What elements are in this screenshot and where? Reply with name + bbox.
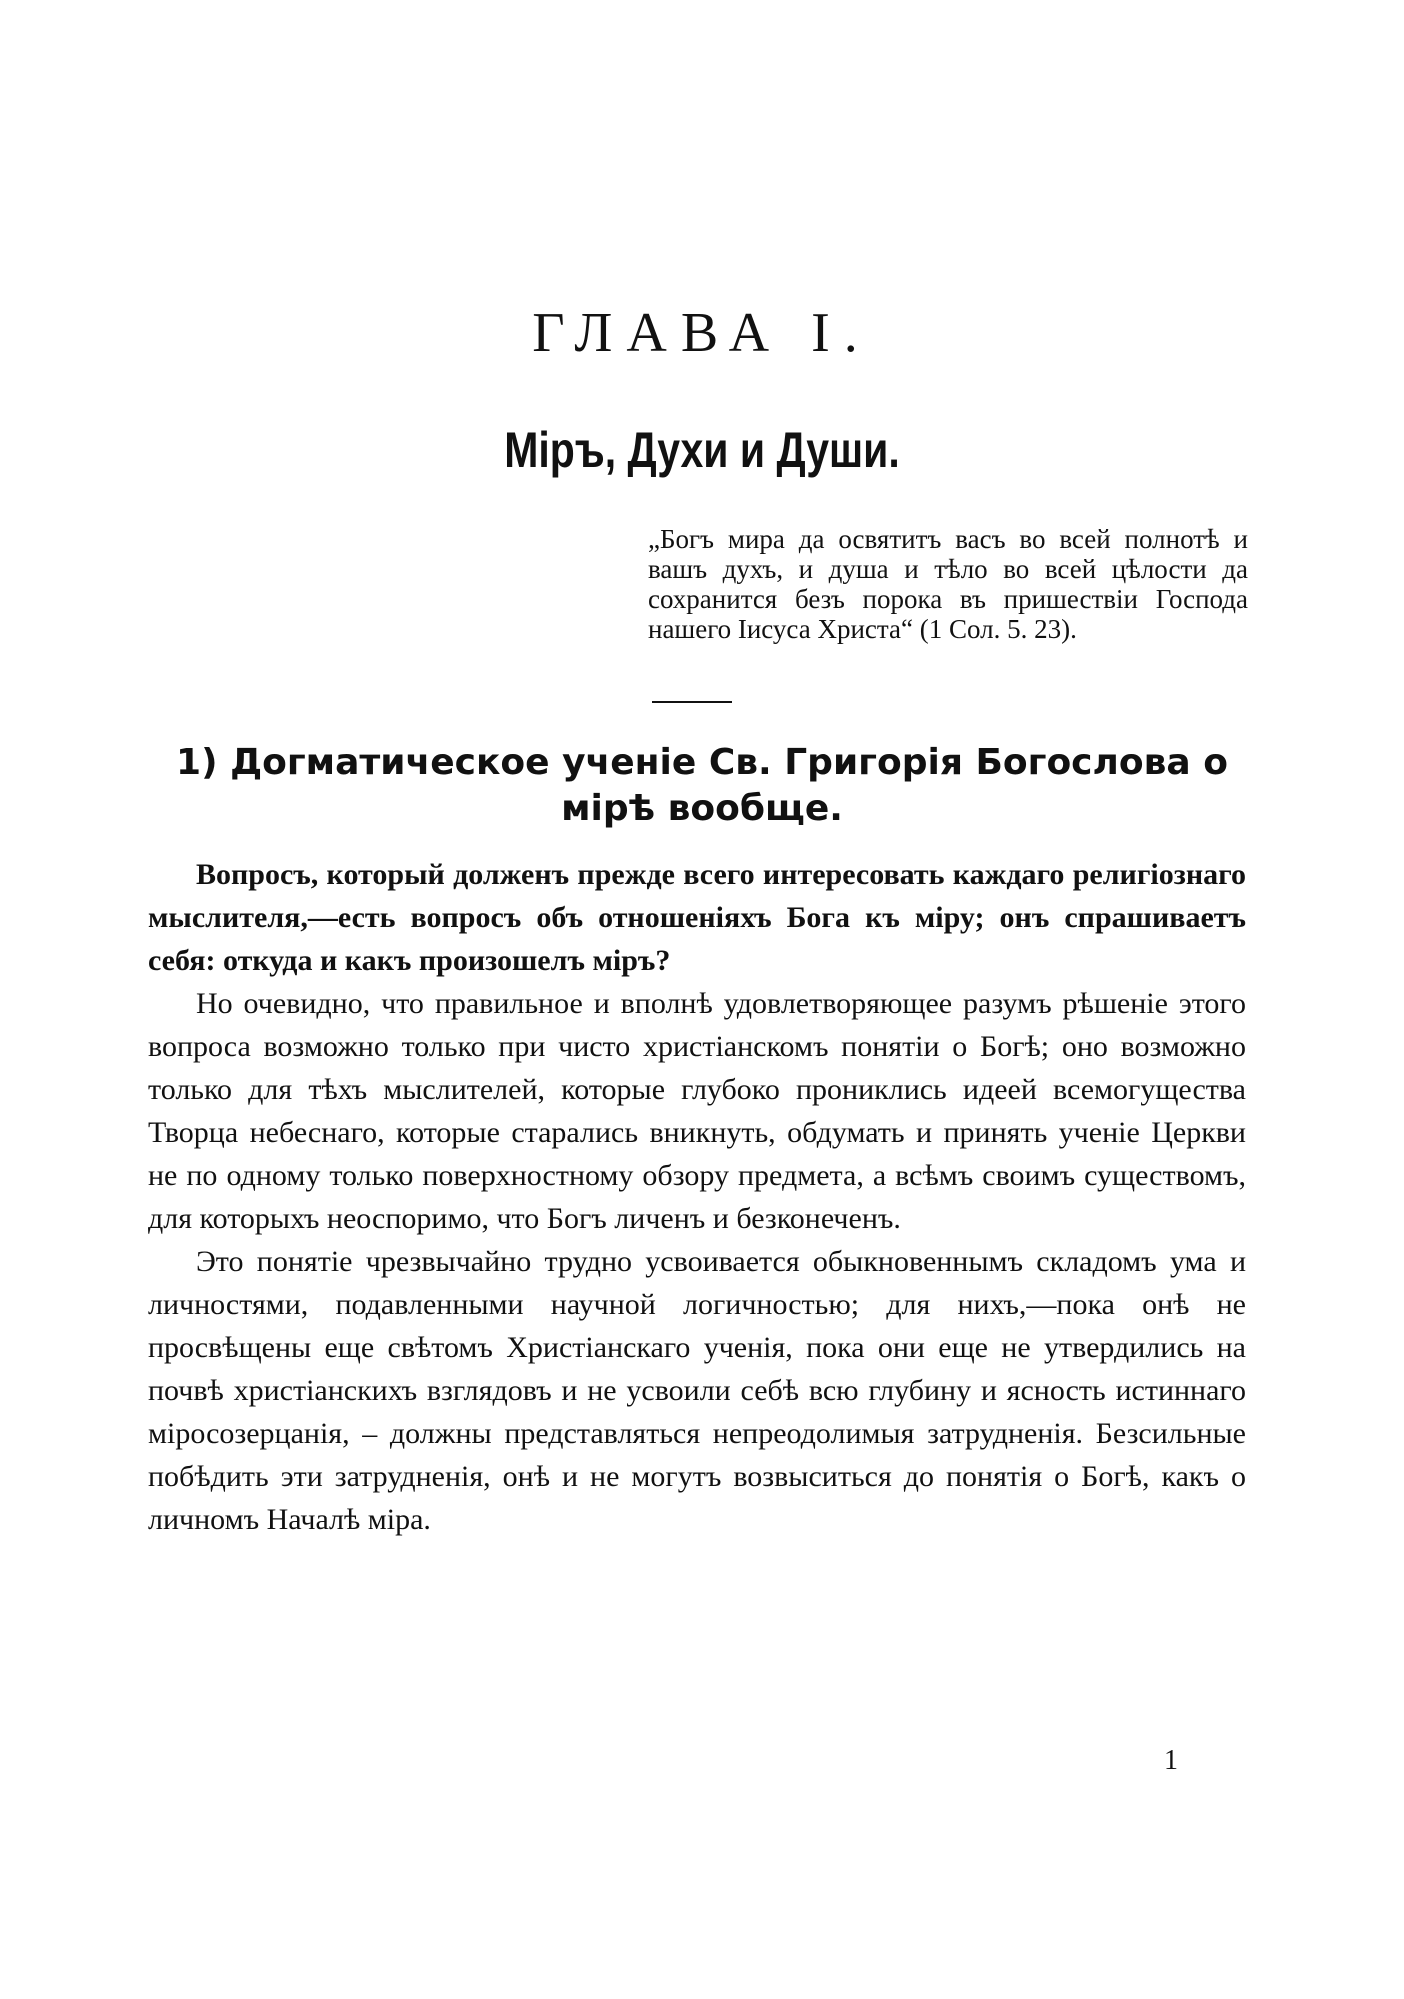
epigraph-quote: „Богъ мира да освятитъ васъ во всей полнотѣ и вашъ духъ, и душа и тѣло во всей цѣлости да сохранится безъ порока въ пришествіи Господа нашего Іисуса Христа“ (1 Сол. 5. 23). <box>648 524 1248 644</box>
paragraph-2: Это понятіе чрезвычайно трудно усвоивается обыкновеннымъ складомъ ума и личностями, подавленными научной логичностью; для нихъ,—пока онѣ не просвѣщены еще свѣтомъ Христіанскаго ученія, пока они еще не утвердились на почвѣ христіанскихъ взглядовъ и не усвоили себѣ всю глубину и ясность истиннаго міросозерцанія, – должны представляться непреодолимыя затрудненія. Безсильные побѣдить эти затрудненія, онѣ и не могутъ возвыситься до понятія о Богѣ, какъ о личномъ Началѣ міра. <box>148 1245 1246 1536</box>
separator-rule <box>652 701 732 703</box>
chapter-title: ГЛАВА I. <box>532 302 872 364</box>
chapter-subtitle: Міръ, Духи и Души. <box>504 422 900 478</box>
paragraph-1: Но очевидно, что правильное и вполнѣ удовлетворяющее разумъ рѣшеніе этого вопроса возможно только при чисто христіанскомъ понятіи о Богѣ; оно возможно только для тѣхъ мыслителей, которые глубоко прониклись идеей всемогущества Творца небеснаго, которые старались вникнуть, обдумать и принять ученіе Церкви не по одному только поверхностному обзору предмета, а всѣмъ своимъ существомъ, для которыхъ неоспоримо, что Богъ личенъ и безконеченъ. <box>148 987 1246 1235</box>
body-text <box>148 853 1246 1541</box>
page-number: 1 <box>1164 1745 1178 1776</box>
lead-paragraph: Вопросъ, который долженъ прежде всего интересовать каждаго религіознаго мыслителя,—есть вопросъ объ отношеніяхъ Бога къ міру; онъ спрашиваетъ себя: откуда и какъ произошелъ міръ? <box>148 858 1246 977</box>
section-heading: 1) Догматическое ученіе Св. Григорія Богослова о мірѣ вообще. <box>176 742 1228 829</box>
